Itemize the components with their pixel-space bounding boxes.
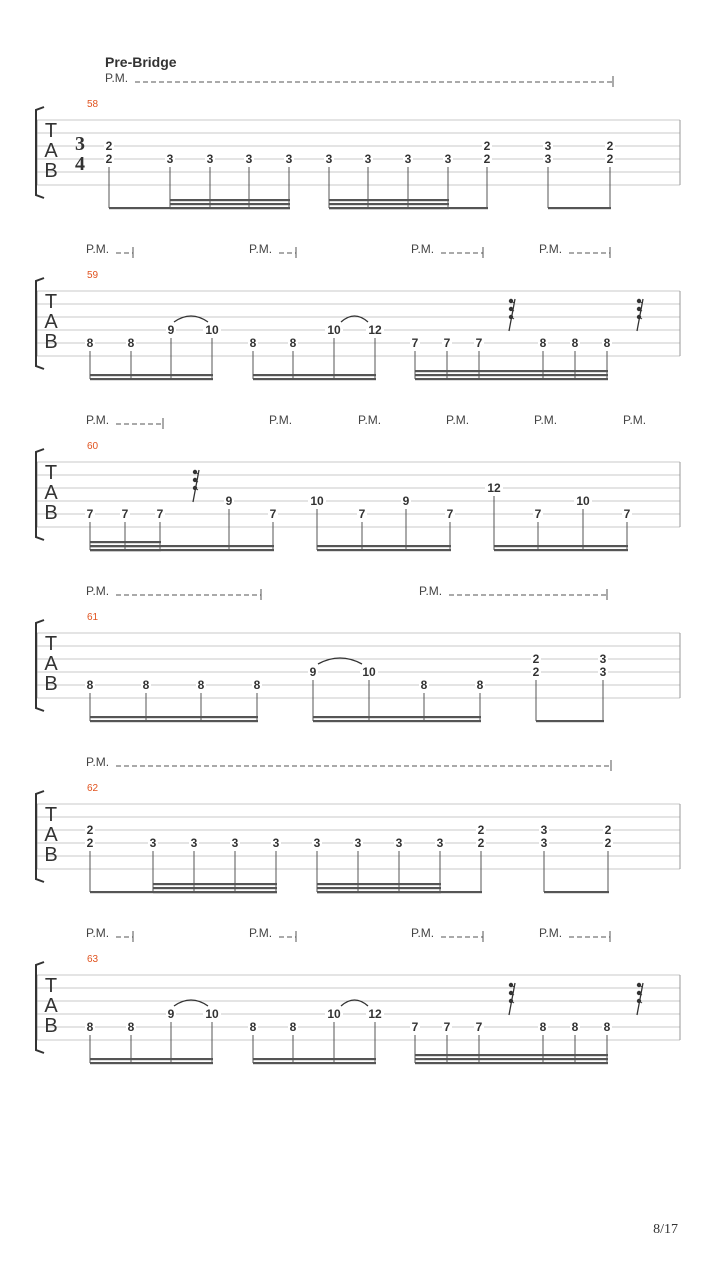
palm-mute-marking (411, 242, 483, 258)
fret-number: 8 (127, 336, 135, 350)
fret-number: 7 (121, 507, 129, 521)
fret-number: 8 (86, 678, 94, 692)
fret-number: 3 (325, 152, 333, 166)
beam (90, 1058, 213, 1060)
fret-number: 2 (532, 652, 540, 666)
measure-number: 60 (87, 441, 99, 452)
fret-number: 7 (86, 507, 94, 521)
fret-number: 3 (190, 836, 198, 850)
fret-number: 3 (436, 836, 444, 850)
fret-number: 7 (411, 336, 419, 350)
tab-note (538, 336, 548, 379)
beam (253, 1058, 376, 1060)
beam (544, 891, 609, 893)
tab-clef-letter: B (44, 160, 58, 182)
tab-clef-letter: T (44, 633, 58, 655)
fret-number: 10 (205, 323, 219, 337)
fret-number: 8 (86, 1020, 94, 1034)
fret-number: 2 (483, 139, 491, 153)
fret-number: 2 (606, 139, 614, 153)
beam (90, 720, 258, 722)
fret-number: 3 (231, 836, 239, 850)
palm-mute-marking (539, 242, 610, 258)
tab-note (410, 1020, 420, 1063)
tab-note (574, 494, 592, 550)
tab-note (224, 494, 234, 550)
tab-system (36, 413, 680, 551)
beam (313, 720, 481, 722)
palm-mute-marking (534, 413, 557, 427)
beam (317, 883, 441, 885)
palm-mute-label: P.M. (534, 413, 558, 427)
beam (170, 203, 290, 205)
fret-number: 2 (86, 823, 94, 837)
tab-note (166, 1007, 176, 1063)
tab-note (445, 507, 455, 550)
time-signature-bottom: 4 (75, 153, 85, 175)
beam (253, 374, 376, 376)
tab-note (401, 494, 411, 550)
tab-clef-letter: A (44, 824, 58, 846)
fret-number: 9 (309, 665, 317, 679)
tab-clef-letter: B (44, 844, 58, 866)
tab-note (104, 139, 114, 208)
beam (329, 203, 449, 205)
fret-number: 3 (599, 652, 607, 666)
tab-note (598, 652, 608, 721)
fret-number: 10 (327, 1007, 341, 1021)
beam (253, 1062, 376, 1064)
beam (415, 1058, 608, 1060)
tab-clef-letter: B (44, 673, 58, 695)
tab-clef-letter: B (44, 331, 58, 353)
tab-note (120, 507, 130, 550)
palm-mute-marking (358, 413, 381, 427)
tab-note (308, 494, 326, 550)
tab-system (36, 755, 680, 893)
tab-note (360, 665, 378, 721)
fret-number: 10 (205, 1007, 219, 1021)
tab-note (605, 139, 615, 208)
tab-note (533, 507, 543, 550)
beam (253, 378, 376, 380)
fret-number: 8 (253, 678, 261, 692)
fret-number: 3 (444, 152, 452, 166)
beam (415, 378, 608, 380)
palm-mute-marking (446, 413, 469, 427)
time-signature-top: 3 (75, 133, 85, 155)
fret-number: 3 (285, 152, 293, 166)
palm-mute-label: P.M. (86, 413, 110, 427)
fret-number: 9 (167, 323, 175, 337)
tab-note (539, 823, 549, 892)
tab-note (366, 1007, 384, 1063)
beam (313, 716, 481, 718)
tab-note (126, 336, 136, 379)
beam (317, 891, 441, 893)
beam (329, 199, 449, 201)
fret-number: 3 (166, 152, 174, 166)
tab-note (85, 507, 95, 550)
fret-number: 2 (606, 152, 614, 166)
tab-note (248, 336, 258, 379)
tab-system (36, 584, 680, 722)
beam (317, 545, 451, 547)
palm-mute-label: P.M. (249, 242, 273, 256)
fret-number: 2 (105, 139, 113, 153)
fret-number: 2 (86, 836, 94, 850)
tab-note (308, 665, 318, 721)
tab-note (196, 678, 206, 721)
tab-note (252, 678, 262, 721)
tab-clef-letter: T (44, 804, 58, 826)
palm-mute-marking (249, 926, 296, 942)
beam (90, 378, 213, 380)
measure-number: 59 (87, 270, 99, 281)
tab-note (474, 1020, 484, 1063)
tab-note (288, 336, 298, 379)
fret-number: 3 (272, 836, 280, 850)
beam (153, 887, 277, 889)
fret-number: 9 (402, 494, 410, 508)
beam (536, 720, 604, 722)
fret-number: 3 (206, 152, 214, 166)
palm-mute-label: P.M. (86, 926, 110, 940)
fret-number: 2 (477, 823, 485, 837)
tab-note (325, 1007, 343, 1063)
tab-clef-letter: A (44, 311, 58, 333)
tab-clef-letter: T (44, 120, 58, 142)
beam (415, 1062, 608, 1064)
fret-number: 3 (404, 152, 412, 166)
beam (415, 370, 608, 372)
fret-number: 3 (544, 139, 552, 153)
fret-number: 7 (411, 1020, 419, 1034)
palm-mute-label: P.M. (86, 242, 110, 256)
fret-number: 7 (623, 507, 631, 521)
beam (415, 1054, 608, 1056)
measure-number: 62 (87, 783, 99, 794)
palm-mute-marking (105, 71, 613, 87)
fret-number: 3 (599, 665, 607, 679)
fret-number: 7 (358, 507, 366, 521)
beam (170, 199, 290, 201)
tab-note (155, 507, 165, 550)
fret-number: 2 (532, 665, 540, 679)
fret-number: 12 (487, 481, 501, 495)
tab-note (482, 139, 492, 208)
fret-number: 9 (167, 1007, 175, 1021)
palm-mute-label: P.M. (86, 755, 110, 769)
tab-clef-letter: B (44, 1015, 58, 1037)
palm-mute-label: P.M. (419, 584, 443, 598)
fret-number: 8 (197, 678, 205, 692)
tab-clef-letter: A (44, 653, 58, 675)
palm-mute-marking (623, 413, 646, 427)
tab-note (475, 678, 485, 721)
section-title: Pre-Bridge (105, 54, 177, 70)
tab-note (203, 1007, 221, 1063)
palm-mute-label: P.M. (86, 584, 110, 598)
fret-number: 8 (420, 678, 428, 692)
tab-note (485, 481, 503, 550)
palm-mute-marking (86, 926, 133, 942)
palm-mute-marking (411, 926, 483, 942)
tab-note (85, 678, 95, 721)
beam (153, 891, 277, 893)
beam (494, 545, 628, 547)
fret-number: 8 (476, 678, 484, 692)
beam (170, 207, 290, 209)
tab-clef-letter: T (44, 975, 58, 997)
fret-number: 12 (368, 1007, 382, 1021)
palm-mute-label: P.M. (411, 926, 435, 940)
fret-number: 8 (249, 1020, 257, 1034)
tab-note (85, 823, 95, 892)
beam (329, 207, 449, 209)
tab-note (602, 336, 612, 379)
tab-note (141, 678, 151, 721)
beam (415, 374, 608, 376)
palm-mute-label: P.M. (249, 926, 273, 940)
palm-mute-marking (86, 242, 133, 258)
tab-note (531, 652, 541, 721)
beam (90, 716, 258, 718)
tab-system (36, 242, 680, 380)
fret-number: 8 (539, 336, 547, 350)
tab-note (602, 1020, 612, 1063)
fret-number: 7 (443, 1020, 451, 1034)
palm-mute-marking (86, 413, 163, 429)
fret-number: 8 (142, 678, 150, 692)
tab-note (570, 336, 580, 379)
tab-system (36, 926, 680, 1064)
palm-mute-label: P.M. (411, 242, 435, 256)
fret-number: 3 (395, 836, 403, 850)
palm-mute-label: P.M. (539, 926, 563, 940)
tab-note (357, 507, 367, 550)
beam (90, 541, 161, 543)
fret-number: 10 (362, 665, 376, 679)
beam (153, 883, 277, 885)
tab-note (248, 1020, 258, 1063)
fret-number: 2 (477, 836, 485, 850)
fret-number: 3 (540, 823, 548, 837)
palm-mute-marking (269, 413, 292, 427)
palm-mute-label: P.M. (446, 413, 470, 427)
tab-note (325, 323, 343, 379)
tab-note (603, 823, 613, 892)
tab-system (36, 71, 680, 209)
fret-number: 2 (105, 152, 113, 166)
tab-note (474, 336, 484, 379)
fret-number: 8 (289, 336, 297, 350)
fret-number: 2 (604, 823, 612, 837)
fret-number: 7 (475, 336, 483, 350)
tab-note (538, 1020, 548, 1063)
tab-note (126, 1020, 136, 1063)
tab-note (166, 323, 176, 379)
tab-note (442, 1020, 452, 1063)
tab-clef-letter: A (44, 482, 58, 504)
beam (90, 374, 213, 376)
fret-number: 3 (364, 152, 372, 166)
fret-number: 8 (86, 336, 94, 350)
beam (90, 1062, 213, 1064)
fret-number: 7 (156, 507, 164, 521)
tab-note (410, 336, 420, 379)
measure-number: 61 (87, 612, 99, 623)
fret-number: 10 (576, 494, 590, 508)
tab-note (268, 507, 278, 550)
beam (494, 549, 628, 551)
tab-clef-letter: A (44, 140, 58, 162)
fret-number: 3 (544, 152, 552, 166)
fret-number: 10 (310, 494, 324, 508)
fret-number: 8 (127, 1020, 135, 1034)
fret-number: 8 (571, 336, 579, 350)
palm-mute-label: P.M. (623, 413, 647, 427)
fret-number: 8 (571, 1020, 579, 1034)
palm-mute-label: P.M. (539, 242, 563, 256)
tab-clef-letter: B (44, 502, 58, 524)
fret-number: 8 (539, 1020, 547, 1034)
fret-number: 3 (149, 836, 157, 850)
fret-number: 2 (604, 836, 612, 850)
fret-number: 7 (446, 507, 454, 521)
palm-mute-label: P.M. (105, 71, 129, 85)
beam (317, 549, 451, 551)
tab-note (288, 1020, 298, 1063)
tab-note (85, 1020, 95, 1063)
tab-note (543, 139, 553, 208)
tab-note (85, 336, 95, 379)
beam (317, 887, 441, 889)
tab-note (570, 1020, 580, 1063)
palm-mute-label: P.M. (269, 413, 293, 427)
fret-number: 12 (368, 323, 382, 337)
fret-number: 2 (483, 152, 491, 166)
measure-number: 58 (87, 99, 99, 110)
fret-number: 8 (603, 336, 611, 350)
fret-number: 3 (354, 836, 362, 850)
tab-note (476, 823, 486, 892)
measure-number: 63 (87, 954, 99, 965)
fret-number: 8 (289, 1020, 297, 1034)
palm-mute-marking (539, 926, 610, 942)
fret-number: 7 (443, 336, 451, 350)
fret-number: 7 (475, 1020, 483, 1034)
tab-clef-letter: T (44, 291, 58, 313)
palm-mute-marking (86, 584, 261, 600)
fret-number: 3 (313, 836, 321, 850)
beam (90, 549, 161, 551)
palm-mute-marking (249, 242, 296, 258)
tab-clef-letter: T (44, 462, 58, 484)
fret-number: 9 (225, 494, 233, 508)
fret-number: 8 (249, 336, 257, 350)
beam (548, 207, 611, 209)
tab-note (366, 323, 384, 379)
tab-note (622, 507, 632, 550)
tab-clef-letter: A (44, 995, 58, 1017)
fret-number: 7 (269, 507, 277, 521)
palm-mute-marking (86, 755, 611, 771)
fret-number: 3 (540, 836, 548, 850)
fret-number: 3 (245, 152, 253, 166)
fret-number: 10 (327, 323, 341, 337)
palm-mute-marking (419, 584, 607, 600)
fret-number: 7 (534, 507, 542, 521)
palm-mute-label: P.M. (358, 413, 382, 427)
page-number: 8/17 (653, 1222, 678, 1237)
beam (90, 545, 161, 547)
tab-note (419, 678, 429, 721)
fret-number: 8 (603, 1020, 611, 1034)
tab-note (203, 323, 221, 379)
tab-note (442, 336, 452, 379)
